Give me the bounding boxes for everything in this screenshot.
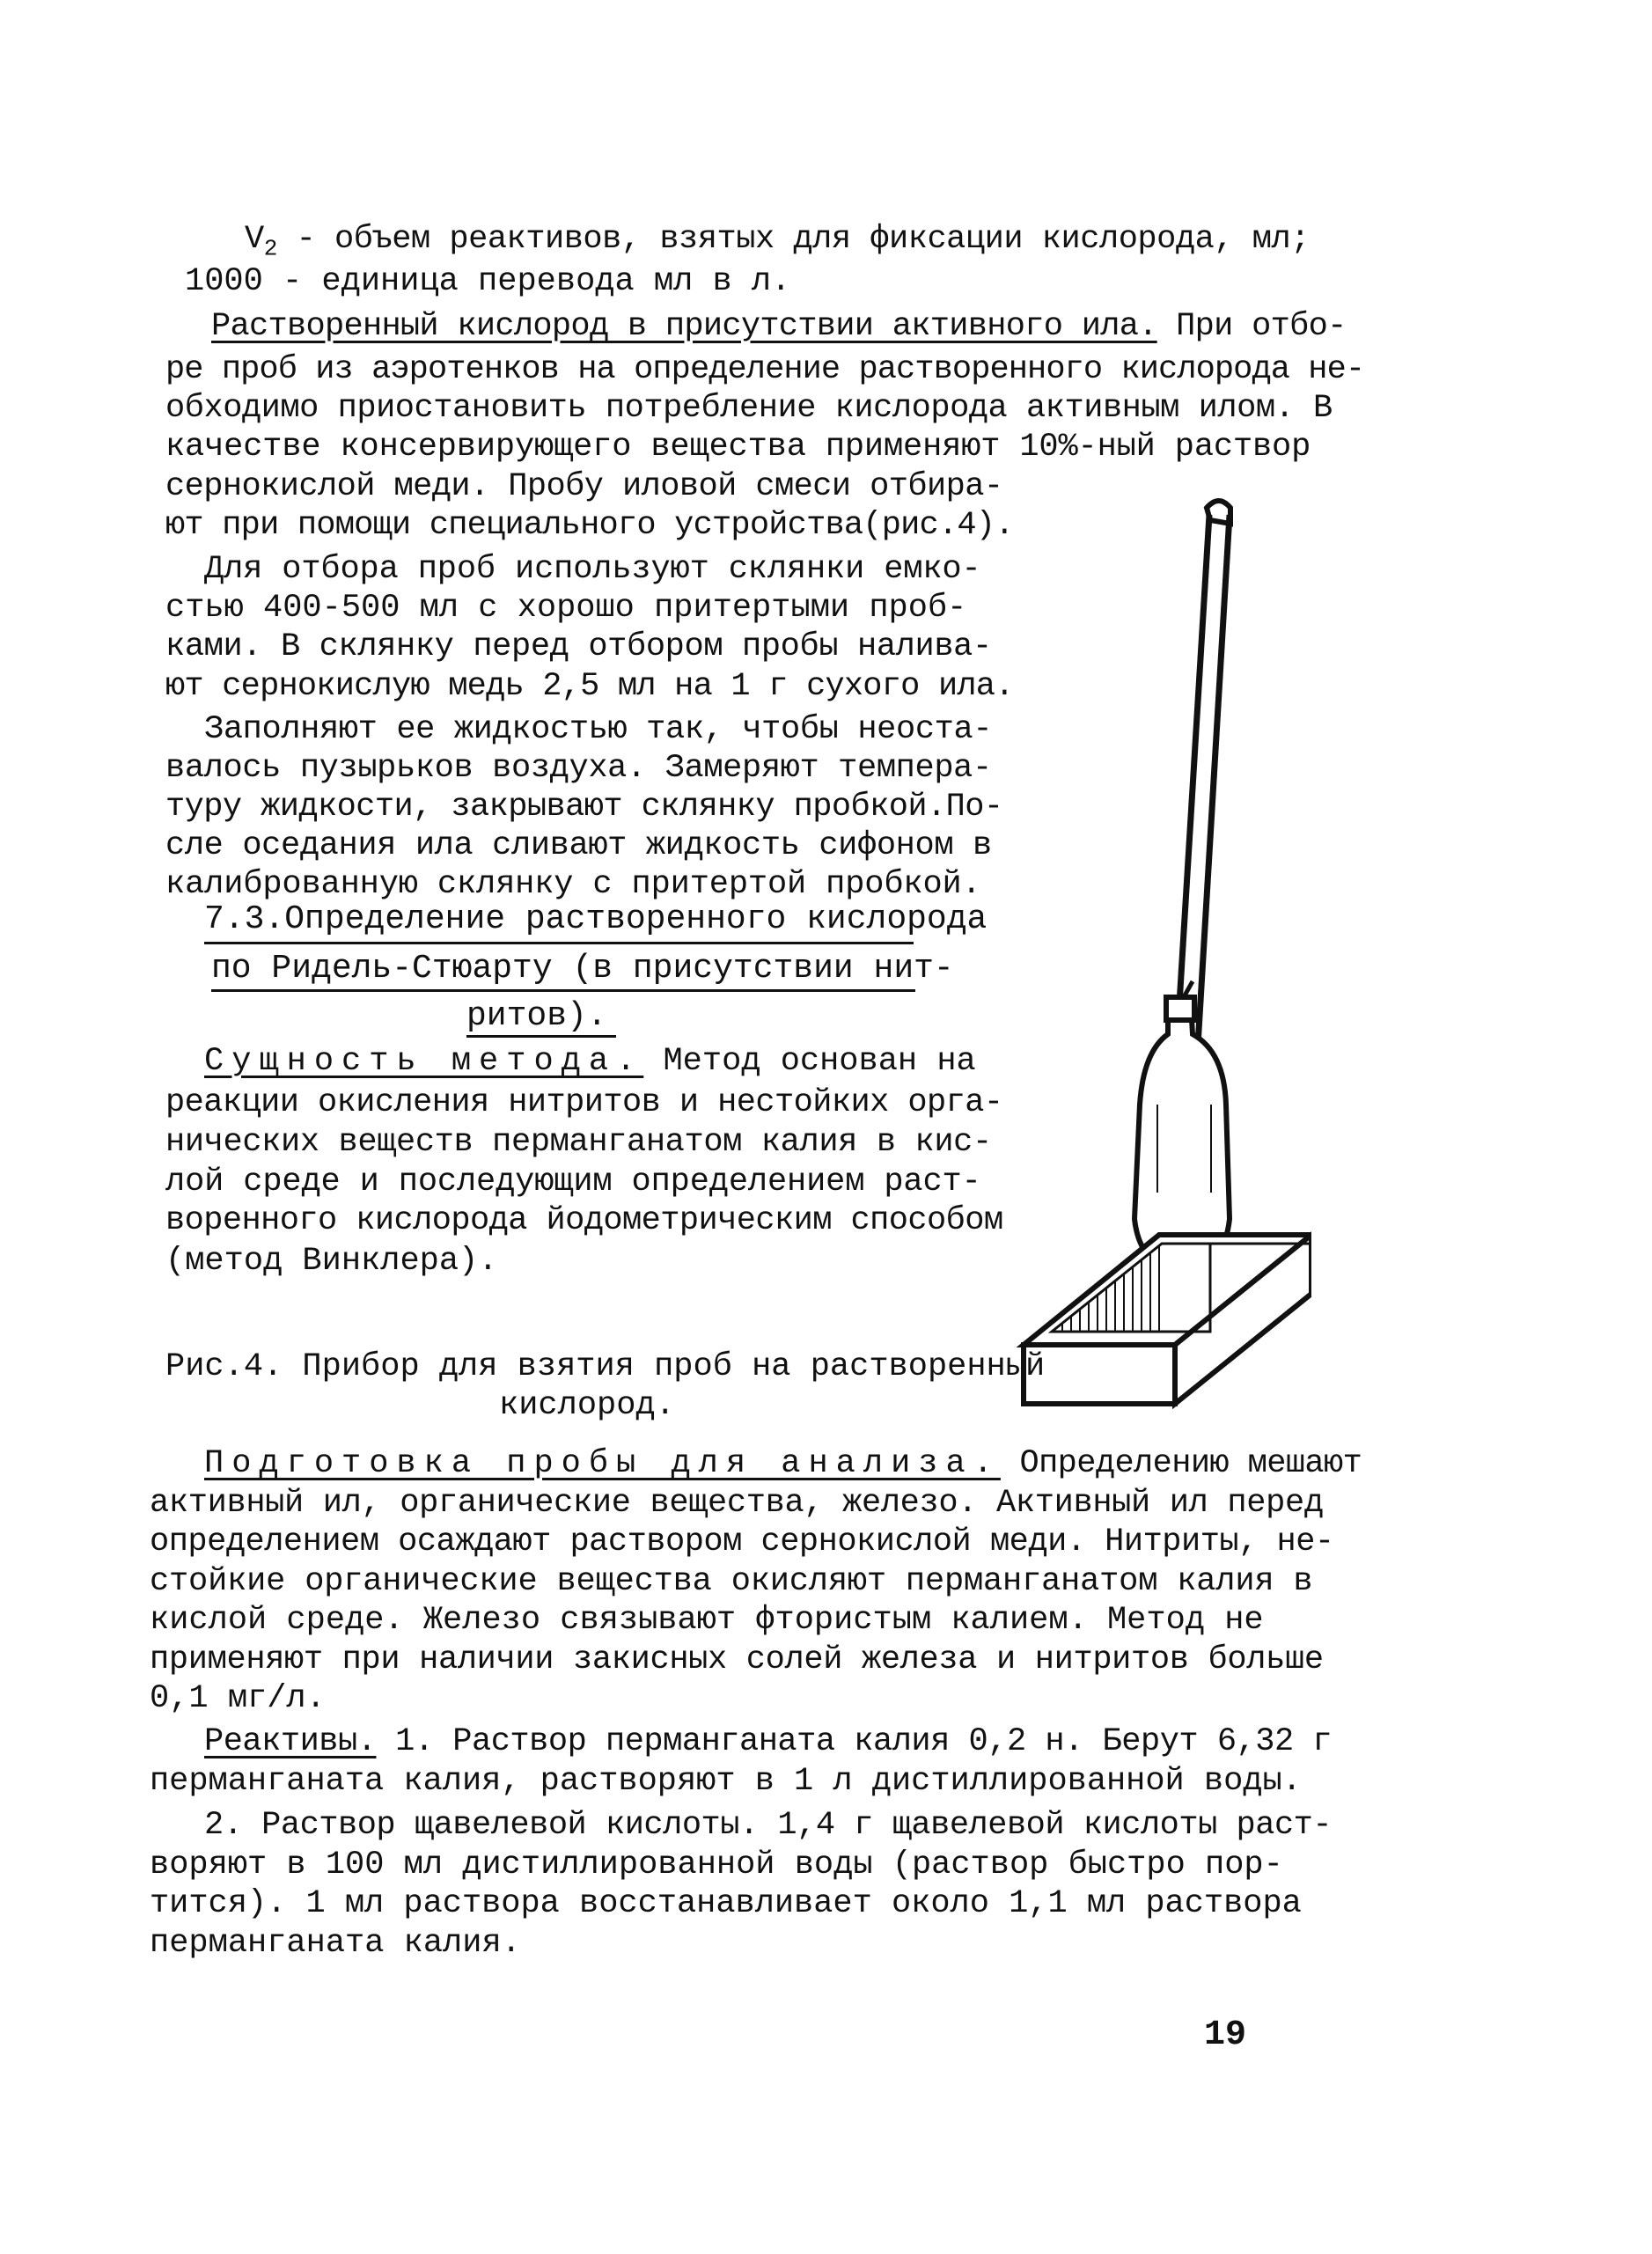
v2-subscript: 2 bbox=[263, 235, 277, 262]
section-ail-line: ют при помощи специального устройства(рис.4). bbox=[165, 507, 1014, 544]
preparation-line: применяют при наличии закисных солей железа и нитритов больше bbox=[150, 1641, 1324, 1678]
section-ail-line: ют сернокислую медь 2,5 мл на 1 г сухого ила. bbox=[165, 668, 1014, 705]
section-ail-line: качестве консервирующего вещества применяют 10%-ный раствор bbox=[165, 429, 1311, 466]
essence-first-line bbox=[204, 1041, 975, 1082]
preparation-line: определением осаждают раствором сернокислой меди. Нитриты, не- bbox=[150, 1523, 1334, 1560]
reagents-line1-rest: 1. Раствор перманганата калия 0,2 н. Берут 6,32 г bbox=[376, 1723, 1333, 1760]
essence-line: реакции окисления нитритов и нестойких орга- bbox=[165, 1084, 1003, 1121]
reagents-first-line bbox=[204, 1722, 1333, 1762]
reagents-line: перманганата калия, растворяют в 1 л дистиллированной воды. bbox=[150, 1763, 1302, 1800]
section-ail-line: Заполняют ее жидкостью так, чтобы неоста- bbox=[204, 711, 993, 748]
section-ail-line: ре проб из аэротенков на определение растворенного кислорода не- bbox=[165, 351, 1365, 388]
preparation-line1-rest: Определению мешают bbox=[1000, 1445, 1362, 1482]
reagents-line: 2. Раствор щавелевой кислоты. 1,4 г щавелевой кислоты раст- bbox=[204, 1807, 1333, 1844]
reagents-label: Реактивы. bbox=[204, 1723, 377, 1760]
page-number: 19 bbox=[1204, 2015, 1247, 2055]
sampling-device-drawing bbox=[1008, 488, 1311, 1417]
essence-line: (метод Винклера). bbox=[165, 1243, 498, 1280]
preparation-line: стойкие органические вещества окисляют перманганатом калия в bbox=[150, 1563, 1313, 1600]
preparation-line: 0,1 мг/л. bbox=[150, 1680, 326, 1717]
essence-line: нических веществ перманганатом калия в кис- bbox=[165, 1124, 992, 1161]
section-ail-line: обходимо приостановить потребление кислорода активным илом. В bbox=[165, 390, 1333, 427]
heading-73-underline-1 bbox=[204, 942, 914, 944]
figure-caption-line1: Рис.4. Прибор для взятия проб на растворенный bbox=[165, 1348, 1046, 1385]
heading-73-line2: по Ридель-Стюарту (в присутствии нит- bbox=[211, 950, 954, 988]
section-ail-line1-rest: При отбо- bbox=[1156, 308, 1347, 345]
section-ail-line: калиброванную склянку с притертой пробкой. bbox=[165, 866, 981, 903]
preparation-line: кислой среде. Железо связывают фтористым калием. Метод не bbox=[150, 1602, 1264, 1639]
heading-73-line1: 7.3.Определение растворенного кислорода bbox=[204, 900, 988, 938]
heading-73-underline-3 bbox=[466, 1035, 616, 1038]
preparation-line: активный ил, органические вещества, железо. Активный ил перед bbox=[150, 1485, 1324, 1522]
preparation-label: Подготовка пробы для анализа. bbox=[204, 1445, 1001, 1482]
section-ail-first-line bbox=[211, 306, 1347, 347]
v2-symbol: V bbox=[245, 221, 264, 258]
essence-line: лой среде и последующим определением раст- bbox=[165, 1164, 981, 1200]
section-ail-line: сернокислой меди. Пробу иловой смеси отбира- bbox=[165, 468, 1003, 505]
preparation-first-line bbox=[204, 1443, 1362, 1484]
section-ail-title: Растворенный кислород в присутствии активного ила. bbox=[211, 308, 1157, 345]
reagents-line: воряют в 100 мл дистиллированной воды (раствор быстро пор- bbox=[150, 1847, 1283, 1883]
section-ail-line: сле оседания ила сливают жидкость сифоном в bbox=[165, 827, 992, 864]
v2-definition: - объем реактивов, взятых для фиксации кислорода, мл; bbox=[276, 221, 1310, 258]
section-ail-line: валось пузырьков воздуха. Замеряют темпера- bbox=[165, 750, 992, 787]
essence-line: воренного кислорода йодометрическим способом bbox=[165, 1202, 1003, 1239]
reagents-line: тится). 1 мл раствора восстанавливает около 1,1 мл раствора bbox=[150, 1885, 1302, 1922]
formula-1000-line: 1000 - единица перевода мл в л. bbox=[185, 263, 791, 300]
figure-caption-line2: кислород. bbox=[499, 1387, 675, 1424]
heading-73-line3: ритов). bbox=[466, 997, 607, 1035]
section-ail-line: Для отбора проб используют склянки емко- bbox=[204, 551, 981, 588]
heading-73-underline-2 bbox=[211, 989, 915, 992]
essence-label: Сущность метода. bbox=[204, 1043, 644, 1080]
reagents-line: перманганата калия. bbox=[150, 1925, 521, 1962]
section-ail-line: ками. В склянку перед отбором пробы налива- bbox=[165, 628, 992, 665]
section-ail-line: стью 400-500 мл с хорошо притертыми проб- bbox=[165, 590, 967, 627]
essence-line1-rest: Метод основан на bbox=[643, 1043, 976, 1080]
section-ail-line: туру жидкости, закрывают склянку пробкой.По- bbox=[165, 789, 1003, 826]
